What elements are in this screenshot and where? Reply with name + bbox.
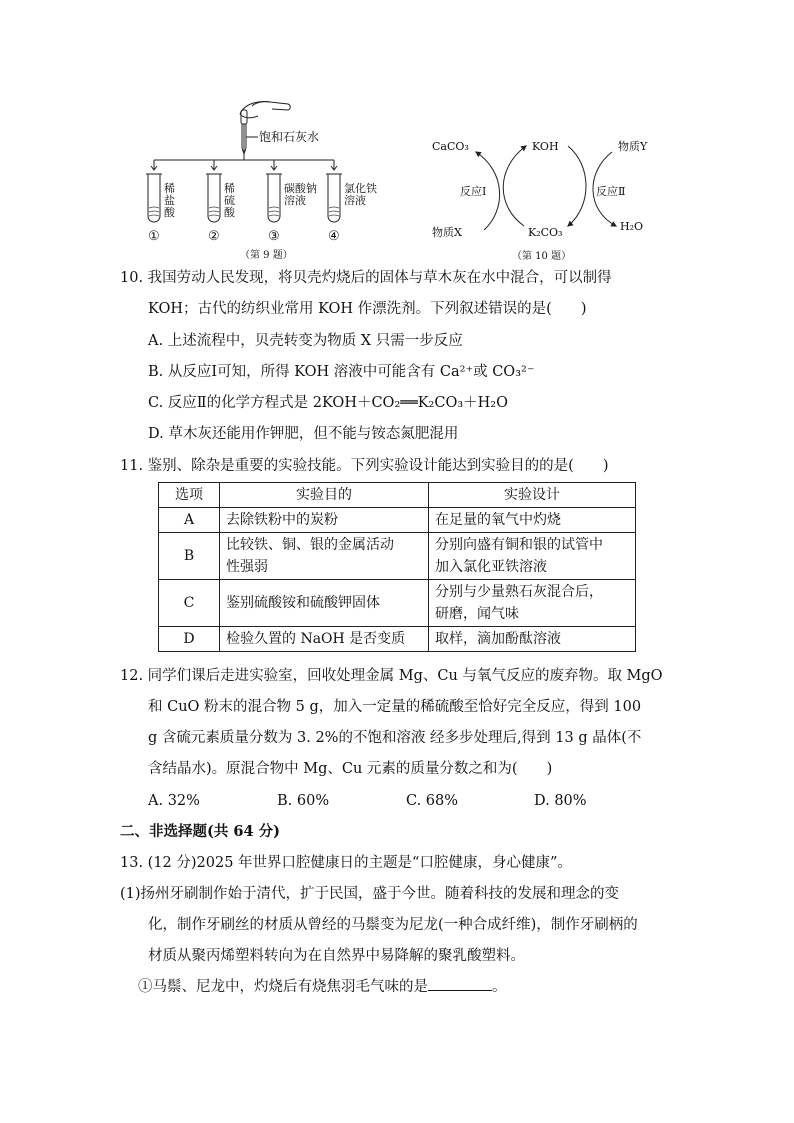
q12-stem-line4: 含结晶水)。原混合物中 Mg、Cu 元素的质量分数之和为( ) <box>148 761 553 777</box>
tube-label: 氯化铁 <box>344 182 377 195</box>
figure-10-caption: （第 10 题） <box>512 251 572 262</box>
q12-stem-line3: g 含硫元素质量分数为 3. 2%的不饱和溶液 经多步处理后,得到 13 g 晶体(不 <box>148 730 642 746</box>
row-design: 分别向盛有铜和银的试管中 加入氯化亚铁溶液 <box>429 533 636 580</box>
header-design: 实验设计 <box>429 483 636 508</box>
tube-label: 酸 <box>224 206 235 219</box>
tube-number: ③ <box>268 229 280 244</box>
table-row <box>159 627 636 652</box>
caco3-label: CaCO₃ <box>432 140 469 153</box>
reaction-1-label: 反应Ⅰ <box>460 185 487 198</box>
k2co3-label: K₂CO₃ <box>528 226 563 239</box>
tube-label: 盐 <box>164 194 175 207</box>
tube-label: 稀 <box>224 182 235 195</box>
q12-option-d: D. 80% <box>534 793 587 809</box>
q10-option-b: B. 从反应Ⅰ可知，所得 KOH 溶液中可能含有 Ca²⁺或 CO₃²⁻ <box>148 364 535 380</box>
q11-stem: 11. 鉴别、除杂是重要的实验技能。下列实验设计能达到实验目的的是( ) <box>120 458 609 474</box>
koh-label: KOH <box>532 140 559 153</box>
table-header-row <box>159 483 636 508</box>
row-goal: 鉴别硫酸铵和硫酸钾固体 <box>220 580 429 627</box>
q13-part1-line1: (1)扬州牙刷制作始于清代，扩于民国，盛于今世。随着科技的发展和理念的变 <box>120 886 620 902</box>
row-option: A <box>159 508 220 533</box>
q10-option-c: C. 反应Ⅱ的化学方程式是 2KOH＋CO₂══K₂CO₃＋H₂O <box>148 395 508 411</box>
q13-subquestion-1 <box>138 976 507 998</box>
arc-koh-to-k2co3 <box>568 146 586 226</box>
table-row <box>159 533 636 580</box>
q10-option-a: A. 上述流程中，贝壳转变为物质 X 只需一步反应 <box>148 333 463 349</box>
q13-part1-line2: 化，制作牙刷丝的材质从曾经的马鬃变为尼龙(一种合成纤维)，制作牙刷柄的 <box>148 917 638 933</box>
row-design: 取样，滴加酚酞溶液 <box>429 627 636 652</box>
q12-stem-line2: 和 CuO 粉末的混合物 5 g，加入一定量的稀硫酸至恰好完全反应，得到 100 <box>148 699 642 715</box>
test-tube-1 <box>146 174 176 244</box>
table-row <box>159 508 636 533</box>
q12-option-b: B. 60% <box>277 793 330 809</box>
q10-option-d: D. 草木灰还能用作钾肥，但不能与铵态氮肥混用 <box>148 426 459 442</box>
test-tube-2 <box>206 174 236 244</box>
q12-stem-line1: 12. 同学们课后走进实验室，回收处理金属 Mg、Cu 与氧气反应的废弃物。取 MgO <box>120 668 663 684</box>
tube-label: 碳酸钠 <box>284 182 317 195</box>
figure-9-apparatus <box>140 92 380 264</box>
tube-label: 稀 <box>164 182 175 195</box>
figure-9-caption: （第 9 题） <box>240 250 293 261</box>
tube-number: ② <box>208 229 220 244</box>
q13-sub1-end: 。 <box>492 979 507 995</box>
header-option: 选项 <box>159 483 220 508</box>
row-goal: 比较铁、铜、银的金属活动 性强弱 <box>220 533 429 580</box>
row-goal: 去除铁粉中的炭粉 <box>220 508 429 533</box>
tube-label: 溶液 <box>284 194 306 207</box>
q11-experiment-table <box>158 482 636 652</box>
q13-part1-line3: 材质从聚丙烯塑料转向为在自然界中易降解的聚乳酸塑料。 <box>148 948 525 964</box>
answer-blank[interactable] <box>428 976 492 991</box>
q13-stem: 13. (12 分)2025 年世界口腔健康日的主题是“口腔健康，身心健康”。 <box>120 855 572 871</box>
substance-y-label: 物质Y <box>618 140 648 153</box>
tube-label: 酸 <box>164 206 175 219</box>
q12-option-a: A. 32% <box>148 793 200 809</box>
arc-k2co3-to-koh <box>503 146 526 226</box>
q10-stem-line2: KOH；古代的纺织业常用 KOH 作漂洗剂。下列叙述错误的是( ) <box>148 301 587 317</box>
row-option: C <box>159 580 220 627</box>
row-option: D <box>159 627 220 652</box>
row-goal: 检验久置的 NaOH 是否变质 <box>220 627 429 652</box>
reagent-label: 饱和石灰水 <box>259 130 320 144</box>
substance-x-label: 物质X <box>432 226 462 239</box>
test-tube-3 <box>266 174 317 244</box>
hand-icon <box>240 102 290 118</box>
h2o-label: H₂O <box>620 220 644 233</box>
table-row <box>159 580 636 627</box>
figure-10-cycle-diagram <box>426 132 666 264</box>
test-tube-4 <box>326 174 377 244</box>
tube-label: 硫 <box>224 194 235 207</box>
header-goal: 实验目的 <box>220 483 429 508</box>
row-design: 分别与少量熟石灰混合后， 研磨，闻气味 <box>429 580 636 627</box>
tube-label: 溶液 <box>344 194 366 207</box>
row-design: 在足量的氧气中灼烧 <box>429 508 636 533</box>
tube-number: ① <box>148 229 160 244</box>
q13-sub1-text: ①马鬃、尼龙中，灼烧后有烧焦羽毛气味的是 <box>138 979 428 995</box>
reaction-2-label: 反应Ⅱ <box>596 185 626 198</box>
row-option: B <box>159 533 220 580</box>
q12-option-c: C. 68% <box>406 793 459 809</box>
tube-number: ④ <box>328 229 340 244</box>
q10-stem-line1: 10. 我国劳动人民发现，将贝壳灼烧后的固体与草木灰在水中混合，可以制得 <box>120 270 612 286</box>
section-2-heading: 二、非选择题(共 64 分) <box>120 823 280 840</box>
